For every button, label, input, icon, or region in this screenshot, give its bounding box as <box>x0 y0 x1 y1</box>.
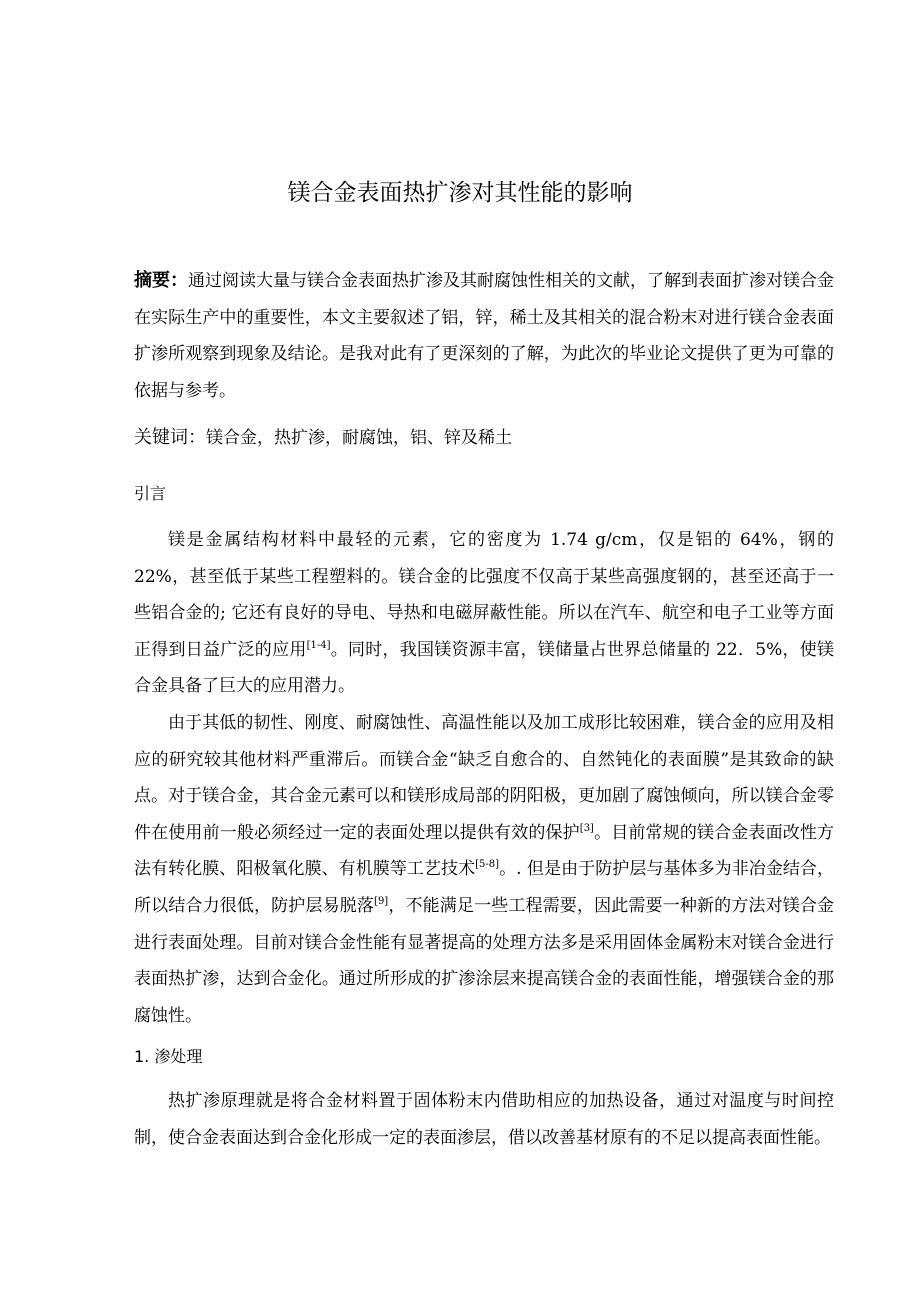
paragraph-text: 镁是金属结构材料中最轻的元素，它的密度为 1.74 g/cm，仅是铝的 64%，钢的 22%，甚至低于某些工程塑料的。镁合金的比强度不仅高于某些高强度钢的，甚至还高于一些铝合金的; 它还有良好的导电、导热和电磁屏蔽性能。所以在汽车、航空和电子工业等方面正得到日益广泛的应用 <box>134 530 834 660</box>
section-heading-intro: 引言 <box>134 484 167 503</box>
abstract <box>134 263 834 409</box>
intro-paragraph-2 <box>134 705 834 1034</box>
citation: [5-8] <box>475 859 500 871</box>
section-1-body <box>134 1083 834 1156</box>
paragraph-text: 。目前常规的镁合金表面改性方法有转化膜、阳极氧化膜、有机膜等工艺技术 <box>134 822 835 880</box>
abstract-text: 通过阅读大量与镁合金表面热扩渗及其耐腐蚀性相关的文献，了解到表面扩渗对镁合金在实际生产中的重要性，本文主要叙述了铝，锌，稀土及其相关的混合粉末对进行镁合金表面扩渗所观察到现象及结论。是我对此有了更深刻的了解，为此次的毕业论文提供了更为可靠的依据与参考。 <box>134 271 834 401</box>
citation: [9] <box>374 895 389 907</box>
keywords-label: 关键词： <box>134 427 206 448</box>
keywords <box>134 420 834 457</box>
section-heading-1: 1. 渗处理 <box>134 1047 203 1066</box>
intro-paragraph-1 <box>134 522 834 705</box>
paragraph-text: ，不能满足一些工程需要，因此需要一种新的方法对镁合金进行表面处理。目前对镁合金性能有显著提高的处理方法多是采用固体金属粉末对镁合金进行表面热扩渗，达到合金化。通过所形成的扩渗涂层来提高镁合金的表面性能，增强镁合金的那腐蚀性。 <box>134 895 835 1026</box>
paragraph-text: 由于其低的韧性、刚度、耐腐蚀性、高温性能以及加工成形比较困难，镁合金的应用及相应的研究较其他材料严重滞后。而镁合金“缺乏自愈合的、自然钝化的表面膜”是其致命的缺点。对于镁合金，其合金元素可以和镁形成局部的阴阳极，更加剧了腐蚀倾向，所以镁合金零件在使用前一般必须经过一定的表面处理以提供有效的保护 <box>134 712 834 843</box>
citation: [3] <box>579 822 594 834</box>
paragraph-text: 。. 但是由于防护层与基体多为非冶金结合，所以结合力很低，防护层易脱落 <box>134 859 834 916</box>
section-1-paragraph-1: 热扩渗原理就是将合金材料置于固体粉末内借助相应的加热设备，通过对温度与时间控制，使合金表面达到合金化形成一定的表面渗层，借以改善基材原有的不足以提高表面性能。 <box>134 1091 834 1148</box>
citation: [1-4] <box>306 639 331 651</box>
paragraph-text: 。同时，我国镁资源丰富，镁储量占世界总储量的 22．5%，使镁合金具备了巨大的应用潜力。 <box>134 639 834 697</box>
keywords-text: 镁合金，热扩渗，耐腐蚀，铝、锌及稀土 <box>206 428 512 448</box>
intro-body <box>134 522 834 1034</box>
abstract-label: 摘要： <box>134 270 188 291</box>
paper-title: 镁合金表面热扩渗对其性能的影响 <box>287 180 633 206</box>
